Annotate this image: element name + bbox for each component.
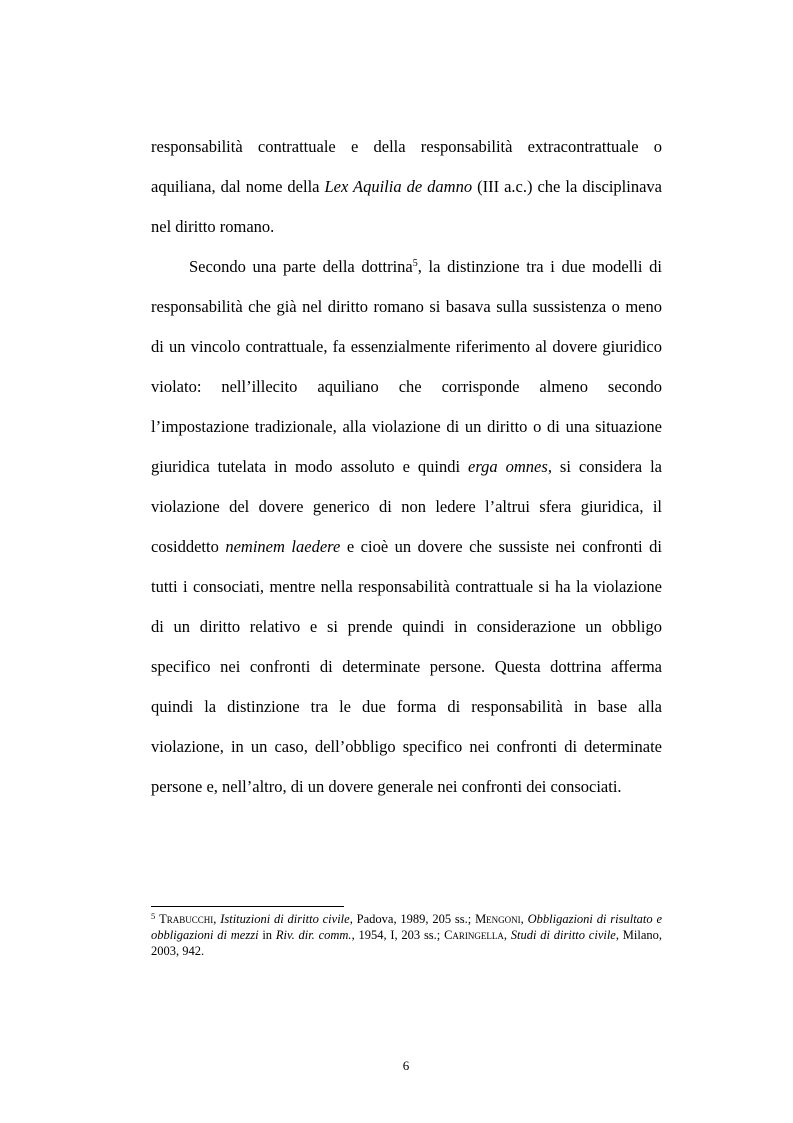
page-number: 6 [402, 1058, 410, 1073]
paragraph-1: responsabilità contrattuale e della responsabilità extracontrattuale o aquiliana, dal nome della Lex Aquilia de damno (III a.c.) che la disciplinava nel diritto romano. [151, 137, 662, 236]
footnote-author: Mengoni [475, 912, 521, 926]
footnote: $^5$ Trabucchi, Istituzioni di diritto civile, Padova, 1989, 205 ss.; Mengoni, Obbligazioni di risultato e obbligazioni di mezzi in Riv. dir. comm., 1954, I, 203 ss.; Caringella, Studi di diritto civile, Milano, 2003, 942. [151, 911, 663, 958]
italic-term: erga omnes [468, 457, 548, 476]
italic-term: Lex Aquilia de damno [324, 177, 473, 196]
italic-term: neminem laedere [225, 537, 341, 556]
footnote-mark: 5 [151, 911, 156, 921]
footnote-reference[interactable]: 5 [412, 258, 418, 269]
footnote-divider [151, 906, 344, 907]
footnote-author: Trabucchi [159, 912, 214, 926]
footnote-journal: Riv. dir. comm. [275, 928, 352, 942]
footnote-author: Caringella [444, 928, 504, 942]
body-text [151, 127, 662, 807]
footnote-title: Istituzioni di diritto civile [220, 912, 350, 926]
footnote-title: Obbligazioni di risultato e obbligazioni di mezzi [151, 912, 663, 942]
paragraph-2: Secondo una parte della dottrina$^5$, la distinzione tra i due modelli di responsabilità che già nel diritto romano si basava sulla sussistenza o meno di un vincolo contrattuale, fa essenzialmente riferimento al dovere giuridico violato: nell’illecito aquiliano che corrisponde almeno secondo l’impostazione tradizionale, alla violazione di un diritto o di una situazione giuridica tutelata in modo assoluto e quindi erga omnes, si considera la violazione del dovere generico di non ledere l’altrui sfera giuridica, il cosiddetto neminem laedere e cioè un dovere che sussiste nei confronti di tutti i consociati, mentre nella responsabilità contrattuale si ha la violazione di un diritto relativo e si prende quindi in considerazione un obbligo specifico nei confronti di determinate persone. Questa dottrina afferma quindi la distinzione tra le due forma di responsabilità in base alla violazione, in un caso, dell’obbligo specifico nei confronti di determinate persone e, nell’altro, di un dovere generale nei confronti dei consociati. [151, 257, 662, 796]
footnote-title: Studi di diritto civile [510, 928, 616, 942]
